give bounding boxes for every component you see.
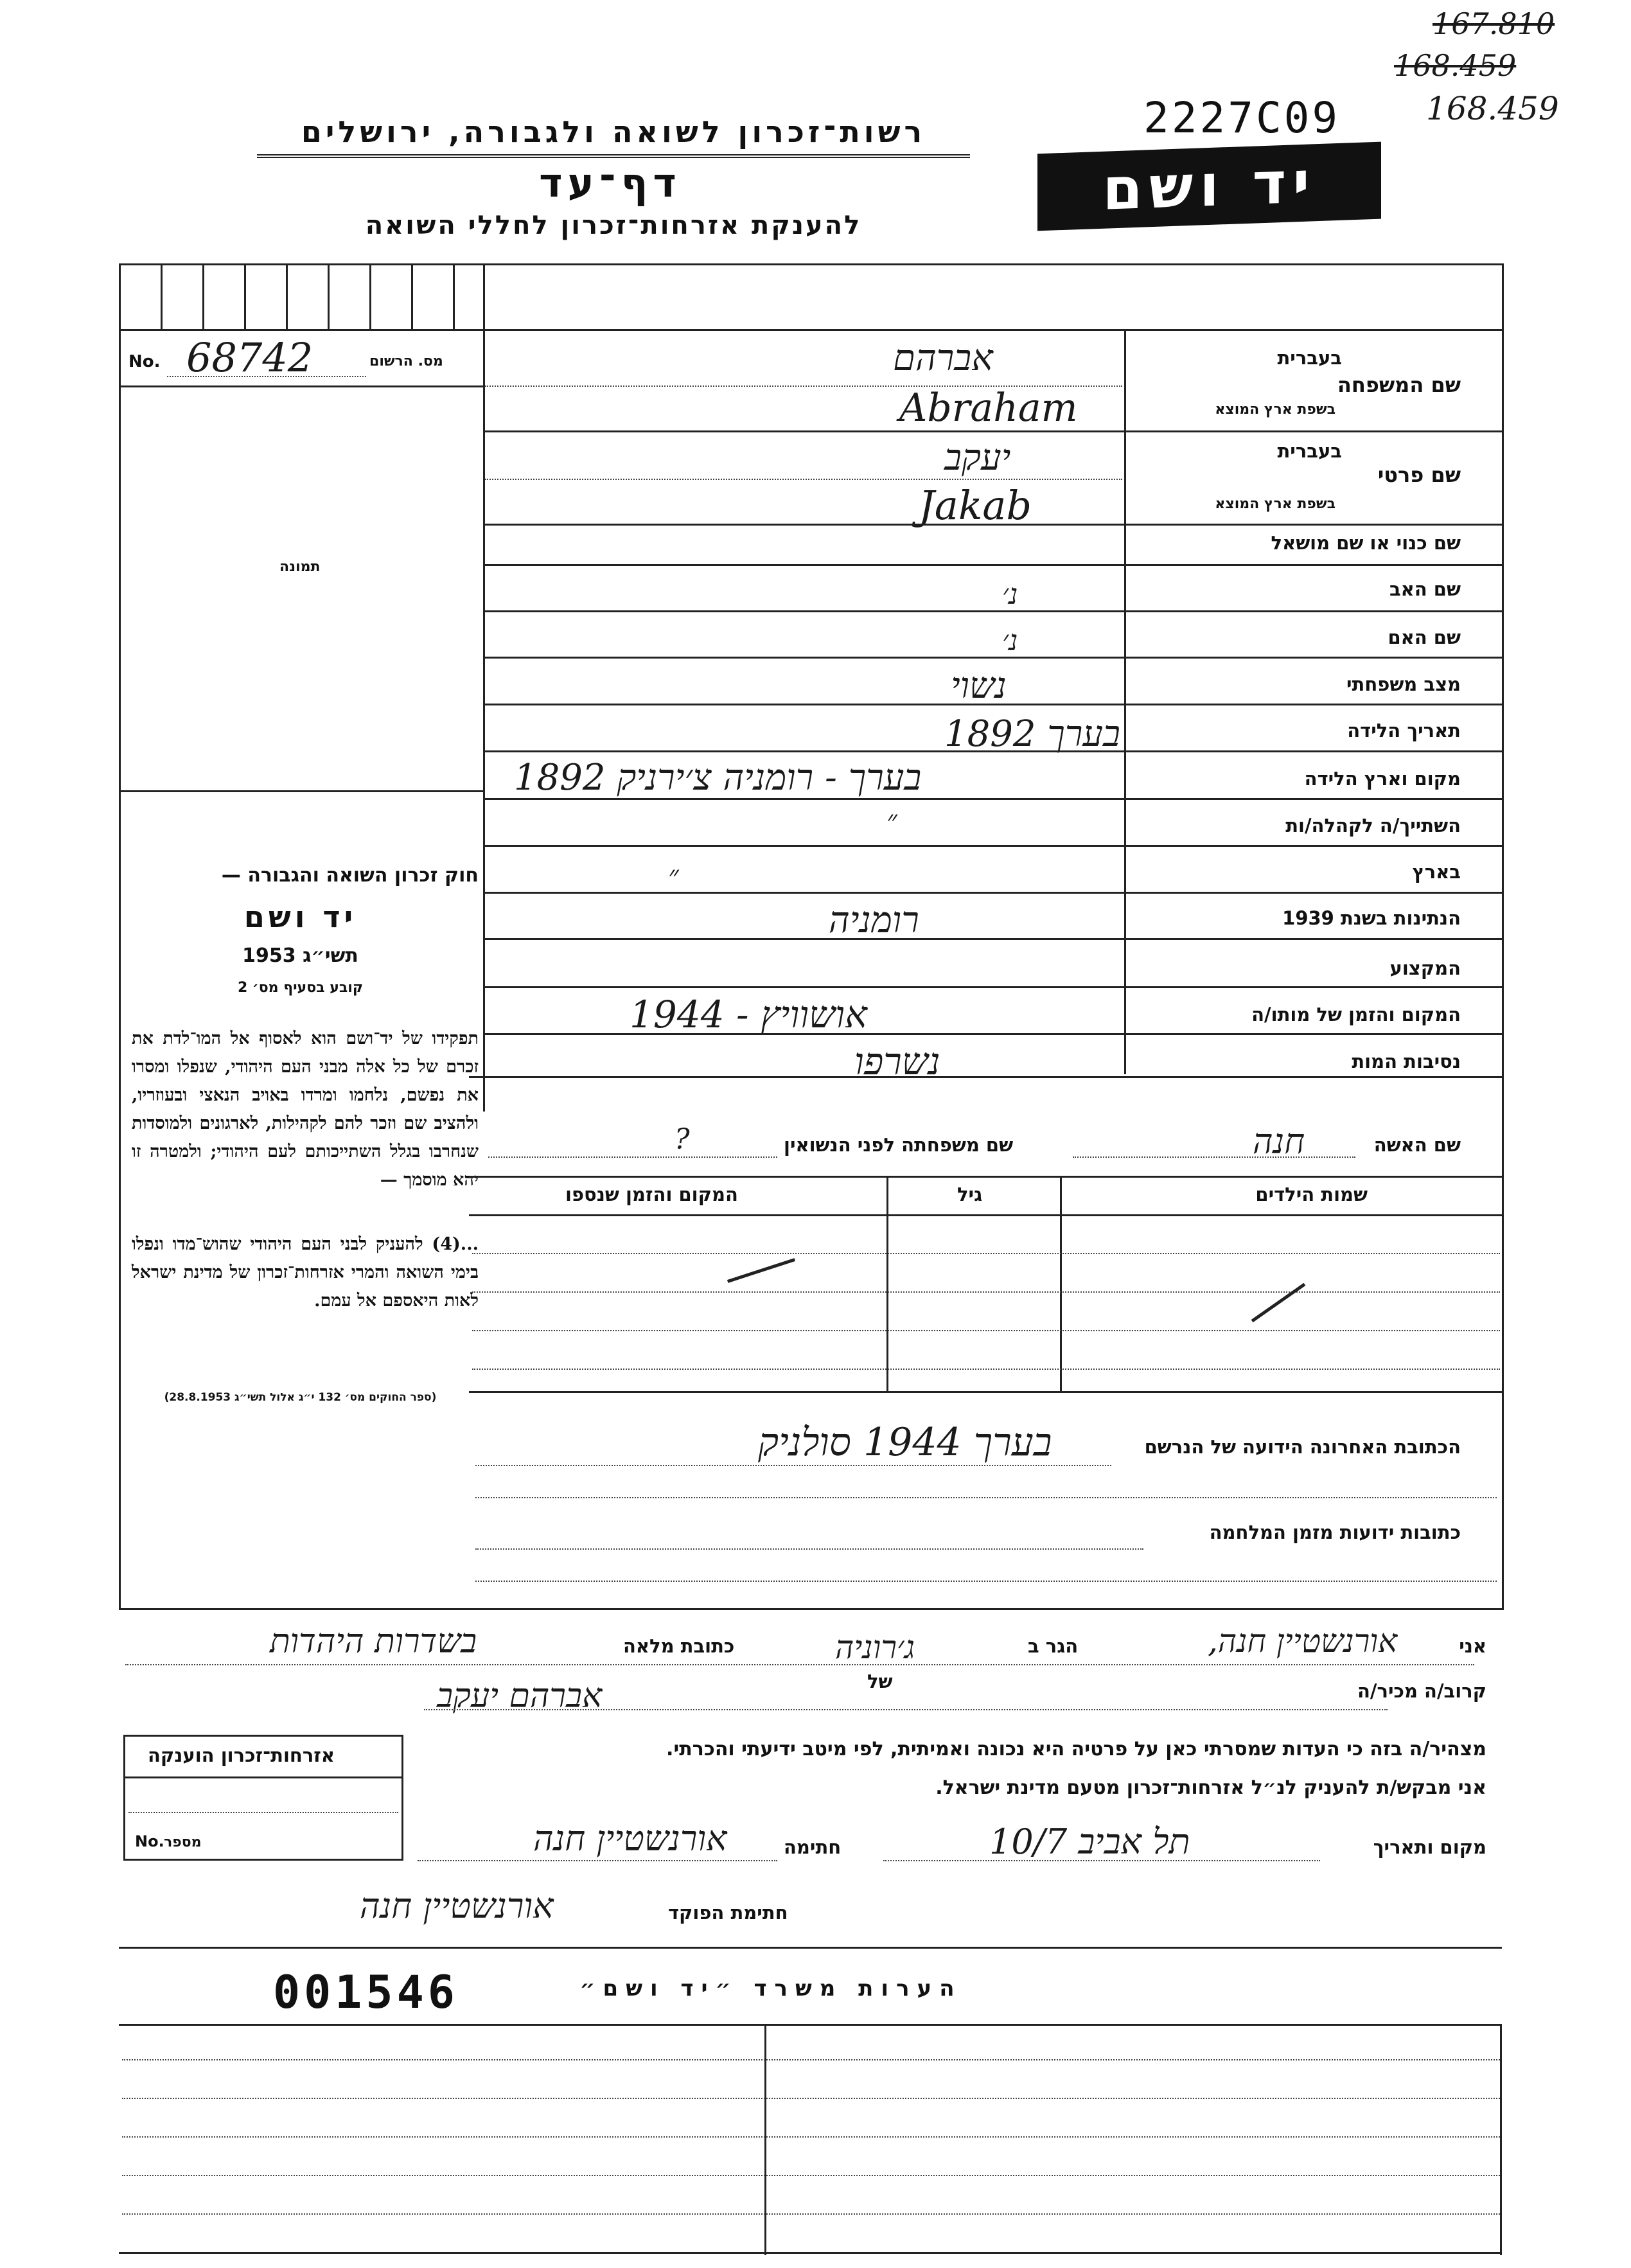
archive-number-struck-2: 168.459 [1394,48,1517,83]
wife-value: חנה [1253,1121,1305,1162]
rule [119,385,483,387]
dotted-rule [418,1860,777,1861]
family-name-origin-label: בשפת ארץ המוצא [1215,402,1336,418]
dotted-rule [1073,1156,1355,1158]
dotted-rule [122,2059,1500,2060]
dotted-rule [475,1548,1143,1550]
registration-number: 68742 [186,334,313,381]
last-address-value: בערך 1944 סולניק [758,1420,1052,1465]
rule [119,790,483,792]
law-paragraph-2: ...(4) להעניק לבני העם היהודי שהוש־מדו ונפלו בימי השואה והמרי אזרחות־זכרון של מדינת ישראל לאות היאספם אל עמם. [132,1234,479,1311]
archive-number-struck-1: 167.810 [1433,6,1555,41]
death-place-label: המקום והזמן של מותו/ה [1251,1004,1461,1025]
rule [469,1076,1502,1078]
declarant-label: אני [1459,1635,1486,1657]
dotted-rule [128,1812,398,1813]
authority-underline [257,154,970,158]
dotted-rule [475,1497,1497,1498]
dotted-rule [122,2213,1500,2215]
father-label: שם האב [1389,578,1461,600]
rule [483,704,1502,705]
form-subtitle: להענקת אזרחות־זכרון לחללי השואה [365,211,862,240]
last-address-label: הכתובת האחרונה הידועה של הנרשם [1144,1436,1461,1458]
law-title: חוק זכרון השואה והגבורה — [221,864,479,887]
label-column-divider [1124,329,1126,1074]
maiden-name-label: שם משפחתה לפני הנשואין [784,1134,1014,1156]
rule [469,1391,1502,1393]
rule [483,1033,1502,1035]
registration-line [167,376,366,377]
death-circumstances-value: נשרפו [854,1040,940,1083]
marital-status-label: מצב משפחתי [1346,673,1461,695]
profession-label: המקצוע [1389,957,1461,979]
archive-number: 168.459 [1426,90,1559,127]
wartime-address-label: כתובות ידועות מזמן המלחמה [1209,1521,1461,1543]
rule [483,798,1502,800]
place-date-value: תל אביב 10/7 [989,1821,1190,1862]
nickname-label: שם כנוי או שם מושאל [1271,532,1461,554]
dotted-rule [883,1860,1320,1861]
relative-label: קרוב/ה מכיר/ה [1357,1680,1486,1702]
citizenship-box-title: אזרחות־זכרון הוענקה [148,1744,335,1766]
father-value: נ׳ [1002,578,1018,611]
statement-1: מצהיר/ה בזה כי העדות שמסרתי כאן על פרטיה היא נכונה ואמיתית, לפי מיטב ידיעתי והכרתי. [666,1738,1486,1760]
officer-signature-value: אורנשטיין חנה [360,1886,554,1926]
rule [119,2024,1502,2026]
dotted-rule [485,385,1122,387]
law-citation: (ספר החוקים מס׳ 132 י״ג אלול תשי״ג 28.8.1953) [164,1391,437,1404]
office-notes-label: הערות משרד ״יד ושם״ [579,1976,962,2001]
dotted-rule [485,479,1122,480]
rule [483,845,1502,847]
rule [483,610,1502,612]
relative-value: אברהם יעקב [437,1677,603,1715]
law-paragraph-1: תפקידו של יד־ושם הוא לאסוף אל המו־לדת את זכרם של כל אלה מבני העם היהודי, שנפלו ומסרו את נפשם, נלחמו ומרדו באויב הנאצי ובעוזריו, ולהציב שם וזכר להם לקהילות, לארגונים ולמוסדות שנחרבו בגלל השתייכותם לעם היהודי; ולמטרה זו יהא מוסמך — [132,1029,479,1190]
of-label: של [867,1670,893,1692]
rule [119,1947,1502,1949]
death-circumstances-label: נסיבות המות [1352,1050,1461,1072]
family-name-hebrew-label: בעברית [1277,347,1342,369]
mother-value: נ׳ [1002,625,1018,657]
death-place-value: אושוויץ - 1944 [630,993,867,1036]
first-name-label: שם פרטי [1377,463,1461,487]
family-name-label: שם המשפחה [1337,373,1461,397]
authority-name: רשות־זכרון לשואה ולגבורה, ירושלים [301,114,926,149]
declarant-value: אורנשטיין חנה, [1208,1622,1398,1660]
dotted-rule [424,1709,1388,1710]
rule [764,2024,766,2255]
community-value: ״ [886,804,897,837]
maiden-name-value: ? [674,1123,690,1156]
rule [483,750,1502,752]
rule [469,1214,1502,1216]
dotted-rule [488,1156,777,1158]
nationality-label: הנתינות בשנת 1939 [1282,907,1461,929]
form-frame [119,263,1504,1610]
first-name-origin-label: בשפת ארץ המוצא [1215,496,1336,512]
rule [469,1176,1502,1178]
dotted-rule [122,2136,1500,2138]
left-column-divider [483,263,485,1112]
yad-vashem-logo [1037,142,1381,231]
signature-label: חתימה [784,1836,842,1858]
wife-label: שם האשה [1373,1134,1461,1156]
rule [119,2252,1502,2254]
community-label: השתייך/ה לקהלה/ות [1285,815,1461,837]
citizenship-number-prefix: No. [135,1832,164,1850]
rule [483,524,1502,526]
rule [453,263,455,329]
rule [483,564,1502,566]
registration-label: מס. הרשום [369,353,443,369]
rule [202,263,204,329]
photo-label: תמונה [279,559,321,575]
rule [119,329,1502,331]
rule [123,1776,403,1778]
rule [886,1176,888,1391]
rule [1060,1176,1062,1391]
birth-date-value: בערך 1892 [944,713,1121,755]
rule [328,263,330,329]
rule [483,657,1502,659]
place-date-label: מקום ותאריך [1373,1836,1486,1858]
address-value: בשדרות היהדות [270,1622,477,1661]
dotted-rule [475,1465,1111,1466]
archive-stamp-number: 2227C09 [1143,93,1341,143]
citizenship-number-label: מספר [164,1834,202,1850]
rule [483,892,1502,894]
rule [369,263,371,329]
rule [161,263,163,329]
law-year: תשי״ג 1953 [242,944,358,967]
resident-value: ג׳רוניה [835,1629,915,1666]
children-place-header: המקום והזמן שנספו [565,1183,738,1205]
dotted-rule [472,1253,1500,1254]
rule [244,263,246,329]
first-name-latin-value: Jakab [919,482,1032,529]
country-label: בארץ [1412,861,1461,883]
rule [1500,2024,1502,2255]
children-age-header: גיל [957,1183,983,1205]
family-name-latin-value: Abraham [899,385,1078,430]
form-title: דף־עד [539,159,682,206]
dotted-rule [472,1330,1500,1331]
dotted-rule [122,2175,1500,2176]
birth-place-label: מקום וארץ הלידה [1304,768,1461,790]
family-name-hebrew-value: אברהם [893,337,993,379]
serial-number: 001546 [273,1966,459,2019]
officer-signature-label: חתימת הפוקד [668,1902,788,1924]
resident-label: הגר ב [1028,1635,1079,1657]
law-section: קובע בסעיף מס׳ 2 [237,980,364,996]
birth-place-value: בערך - רומניה צ׳ירניק 1892 [514,757,922,799]
dotted-rule [122,2098,1500,2099]
logo-text: יד ושם [1102,148,1316,224]
marital-status-value: נשוי [951,665,1007,707]
dotted-rule [125,1664,1474,1665]
nationality-value: רומניה [829,899,919,941]
first-name-hebrew-label: בעברית [1277,440,1342,462]
rule [411,263,413,329]
dotted-rule [472,1291,1500,1293]
rule [483,986,1502,988]
rule [483,938,1502,940]
registration-prefix: No. [128,352,161,371]
rule [286,263,288,329]
signature-value: אורנשטיין חנה [533,1818,727,1859]
mother-label: שם האם [1388,626,1461,648]
dotted-rule [475,1581,1497,1582]
statement-2: אני מבקש/ת להעניק לנ״ל אזרחות־זכרון מטעם מדינת ישראל. [935,1776,1486,1799]
birth-date-label: תאריך הלידה [1347,720,1461,741]
address-label: כתובת מלאה [623,1635,735,1657]
dotted-rule [472,1369,1500,1370]
first-name-hebrew-value: יעקב [944,437,1011,479]
country-value: ״ [668,860,679,892]
law-name: יד ושם [243,899,357,934]
rule [483,430,1502,432]
children-names-header: שמות הילדים [1255,1183,1368,1205]
